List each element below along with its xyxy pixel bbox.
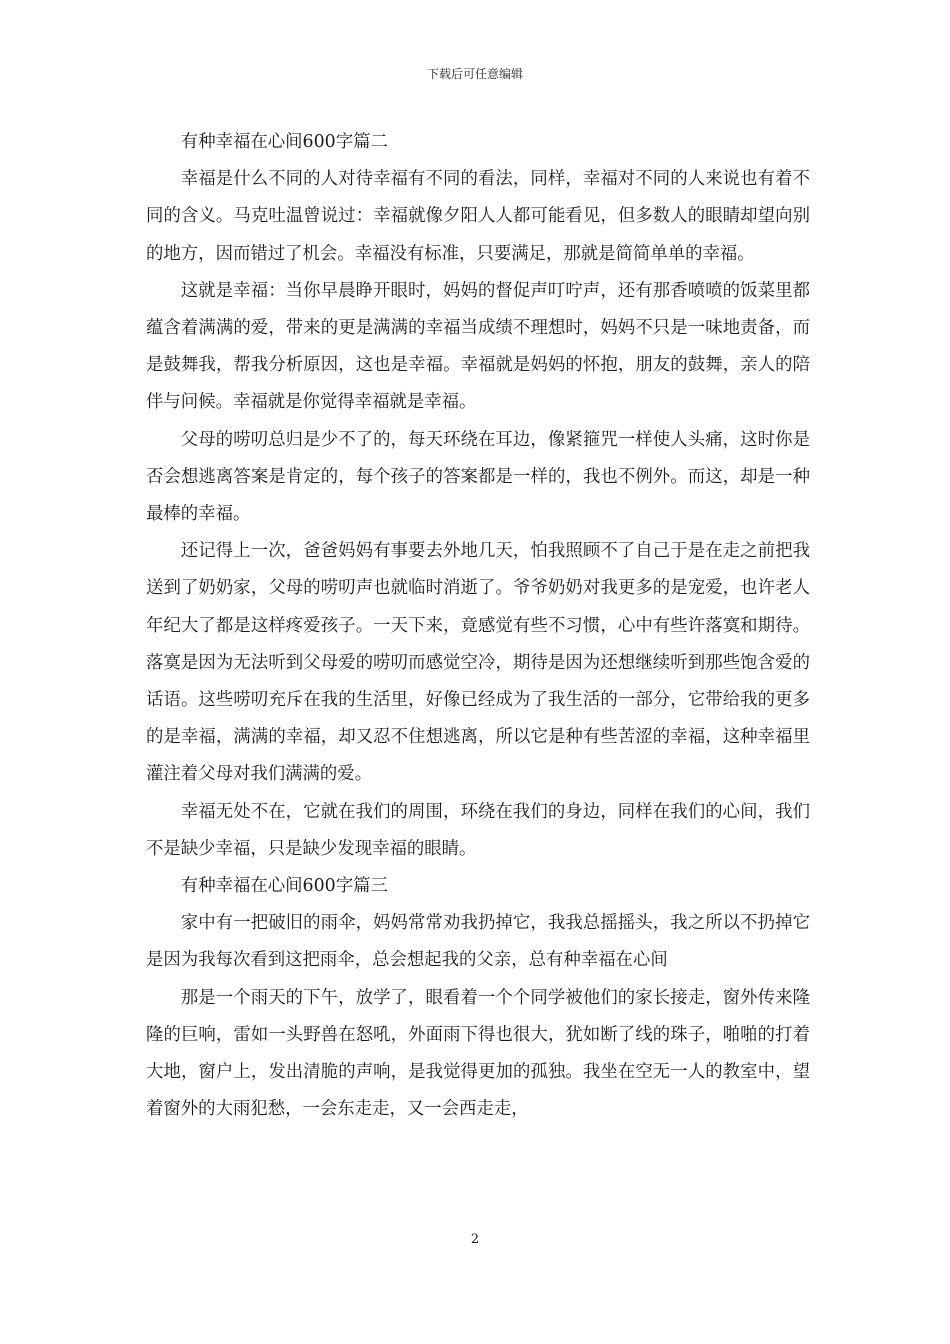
page-number: 2: [470, 1232, 480, 1247]
paragraph: 幸福无处不在，它就在我们的周围，环绕在我们的身边，同样在我们的心间，我们不是缺少幸福，只是缺少发现幸福的眼睛。: [146, 801, 810, 859]
page-header: 下载后可任意编辑: [426, 67, 523, 81]
paragraph: 这就是幸福：当你早晨睁开眼时，妈妈的督促声叮咛声，还有那香喷喷的饭菜里都蕴含着满满的爱，带来的更是满满的幸福当成绩不理想时，妈妈不只是一味地责备，而是鼓舞我，帮我分析原因，这也是幸福。幸福就是妈妈的怀抱，朋友的鼓舞，亲人的陪伴与问候。幸福就是你觉得幸福就是幸福。: [146, 280, 810, 413]
paragraph: 父母的唠叨总归是少不了的，每天环绕在耳边，像紧箍咒一样使人头痛，这时你是否会想逃离答案是肯定的，每个孩子的答案都是一样的，我也不例外。而这，却是一种最棒的幸福。: [146, 429, 810, 525]
document-body: [146, 124, 810, 1128]
paragraph: 幸福是什么不同的人对待幸福有不同的看法，同样，幸福对不同的人来说也有着不同的含义。马克吐温曾说过：幸福就像夕阳人人都可能看见，但多数人的眼睛却望向别的地方，因而错过了机会。幸福没有标准，只要满足，那就是简简单单的幸福。: [146, 169, 810, 264]
section-heading-2: 有种幸福在心间600字篇二: [180, 132, 388, 152]
section-heading-3: 有种幸福在心间600字篇三: [180, 876, 388, 897]
paragraph: 那是一个雨天的下午，放学了，眼看着一个个同学被他们的家长接走，窗外传来隆隆的巨响，雷如一头野兽在怒吼，外面雨下得也很大，犹如断了线的珠子，啪啪的打着大地，窗户上，发出清脆的声响，是我觉得更加的孤独。我坐在空无一人的教室中，望着窗外的大雨犯愁，一会东走走，又一会西走走，: [146, 987, 810, 1120]
paragraph: 还记得上一次，爸爸妈妈有事要去外地几天，怕我照顾不了自己于是在走之前把我送到了奶奶家，父母的唠叨声也就临时消逝了。爷爷奶奶对我更多的是宠爱，也许老人年纪大了都是这样疼爱孩子。一天下来，竟感觉有些不习惯，心中有些许落寞和期待。落寞是因为无法听到父母爱的唠叨而感觉空冷，期待是因为还想继续听到那些饱含爱的话语。这些唠叨充斥在我的生活里，好像已经成为了我生活的一部分，它带给我的更多的是幸福，满满的幸福，却又忍不住想逃离，所以它是种有些苦涩的幸福，这种幸福里灌注着父母对我们满满的爱。: [146, 541, 810, 785]
paragraph: 家中有一把破旧的雨伞，妈妈常常劝我扔掉它，我我总摇摇头，我之所以不扔掉它是因为我每次看到这把雨伞，总会想起我的父亲，总有种幸福在心间: [146, 913, 810, 971]
